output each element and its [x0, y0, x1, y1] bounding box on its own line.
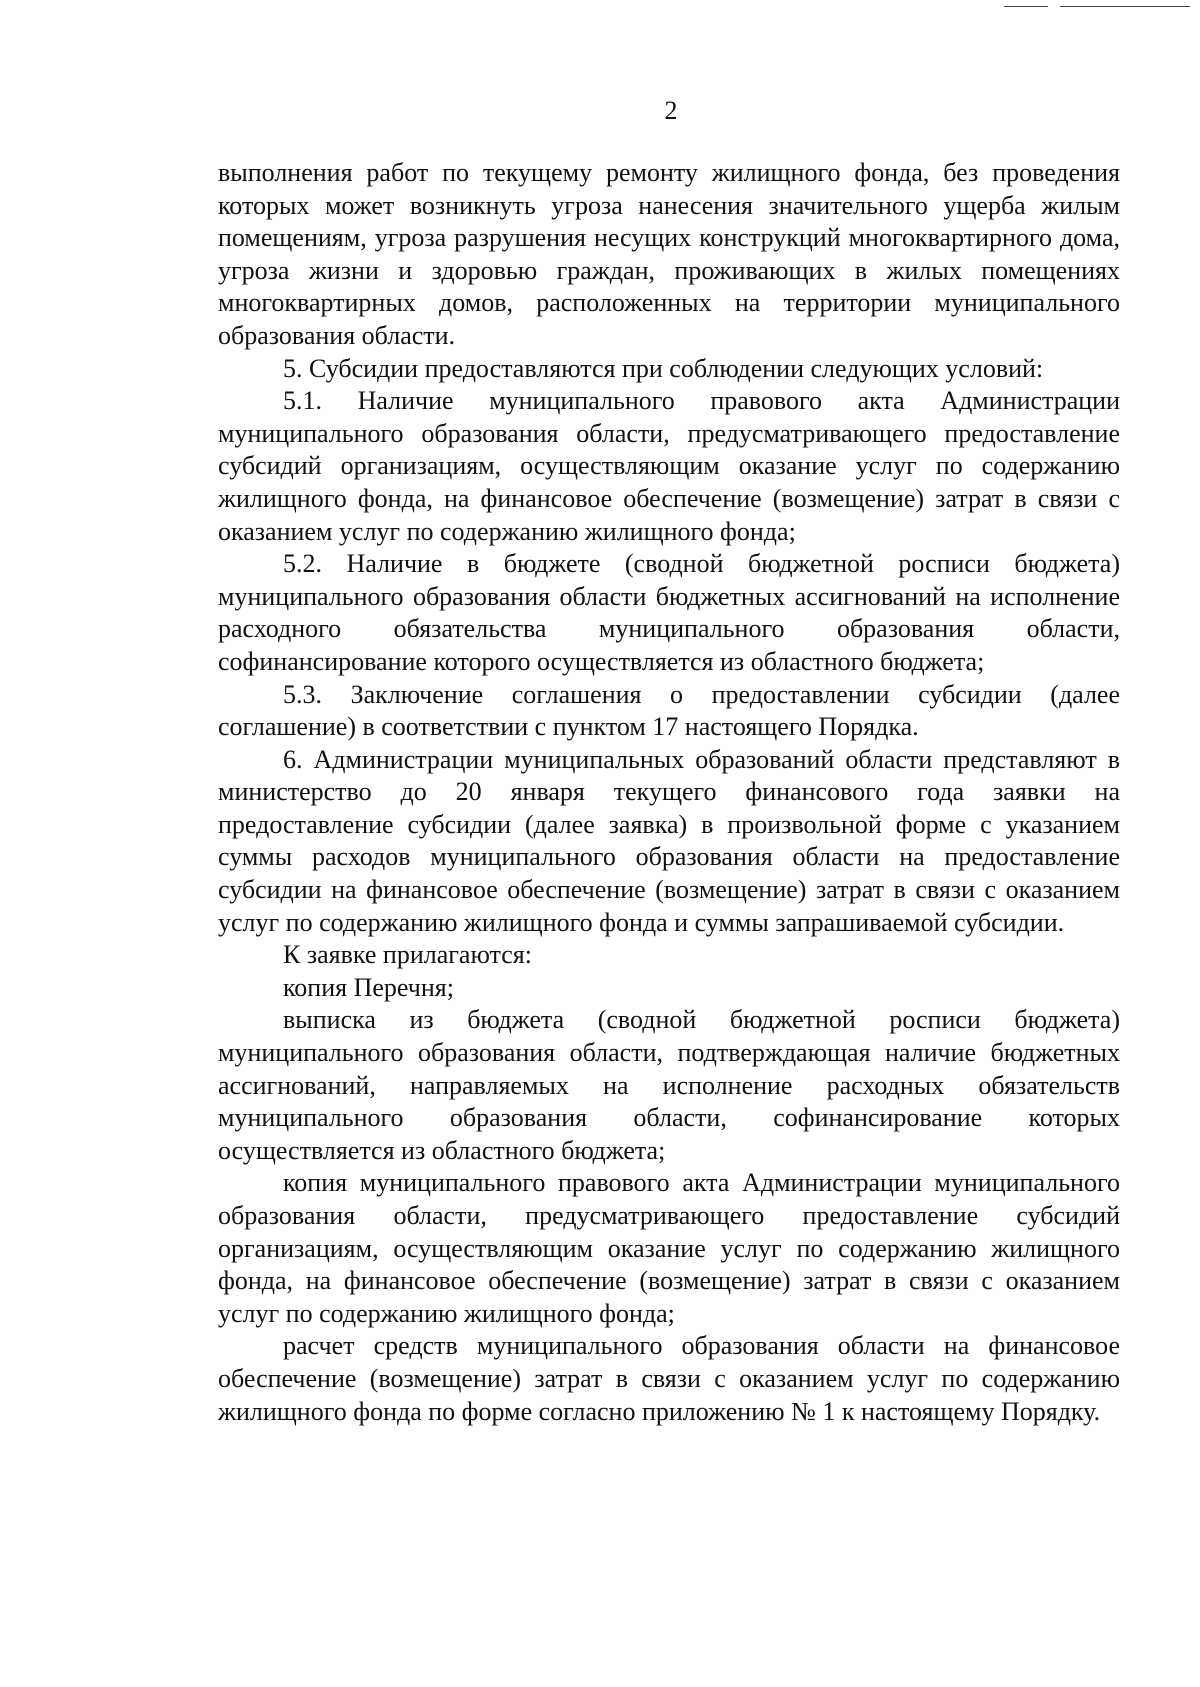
paragraph-clause-5-3: 5.3. Заключение соглашения о предоставлении субсидии (далее соглашение) в соответствии с пунктом 17 настоящего Порядка. — [218, 679, 1120, 742]
paragraph-clause-6: 6. Администрации муниципальных образований области представляют в министерство до 20 января текущего финансового года заявки на предоставление субсидии (далее заявка) в произвольной форме с указанием суммы расходов муниципального образования области на предоставление субсидии на финансовое обеспечение (возмещение) затрат в связи с оказанием услуг по содержанию жилищного фонда и суммы запрашиваемой субсидии. — [218, 744, 1120, 937]
page-number: 2 — [664, 96, 678, 125]
paragraph-continuation: выполнения работ по текущему ремонту жилищного фонда, без проведения которых может возникнуть угроза нанесения значительного ущерба жилым помещениям, угроза разрушения несущих конструкций многоквартирного дома, угроза жизни и здоровью граждан, проживающих в жилых помещениях многоквартирных домов, расположенных на территории муниципального образования области. — [218, 158, 1120, 350]
paragraph-attachment-budget-extract: выписка из бюджета (сводной бюджетной росписи бюджета) муниципального образования области, подтверждающая наличие бюджетных ассигнований, направляемых на исполнение расходных обязательств муниципального образования области, софинансирование которых осуществляется из областного бюджета; — [218, 1005, 1120, 1165]
paragraph-attachment-calculation: расчет средств муниципального образования области на финансовое обеспечение (возмещение) затрат в связи с оказанием услуг по содержанию жилищного фонда по форме согласно приложению № 1 к настоящему Порядку. — [218, 1331, 1120, 1426]
document-body — [218, 157, 1120, 1428]
paragraph-attachments-intro: К заявке прилагаются: — [283, 940, 532, 970]
paragraph-clause-5-2: 5.2. Наличие в бюджете (сводной бюджетной росписи бюджета) муниципального образования области бюджетных ассигнований на исполнение расходного обязательства муниципального образования области, софинансирование которого осуществляется из областного бюджета; — [218, 549, 1120, 676]
paragraph-attachment-act-copy: копия муниципального правового акта Администрации муниципального образования области, предусматривающего предоставление субсидий организациям, осуществляющим оказание услуг по содержанию жилищного фонда, на финансовое обеспечение (возмещение) затрат в связи с оказанием услуг по содержанию жилищного фонда; — [218, 1168, 1120, 1328]
paragraph-clause-5-1: 5.1. Наличие муниципального правового акта Администрации муниципального образования области, предусматривающего предоставление субсидий организациям, осуществляющим оказание услуг по содержанию жилищного фонда, на финансовое обеспечение (возмещение) затрат в связи с оказанием услуг по содержанию жилищного фонда; — [218, 386, 1120, 546]
paragraph-clause-5: 5. Субсидии предоставляются при соблюдении следующих условий: — [283, 353, 1044, 383]
scan-edge-line — [1060, 6, 1190, 7]
scan-edge-line — [1004, 6, 1048, 7]
paragraph-attachment-list-copy: копия Перечня; — [283, 972, 454, 1002]
